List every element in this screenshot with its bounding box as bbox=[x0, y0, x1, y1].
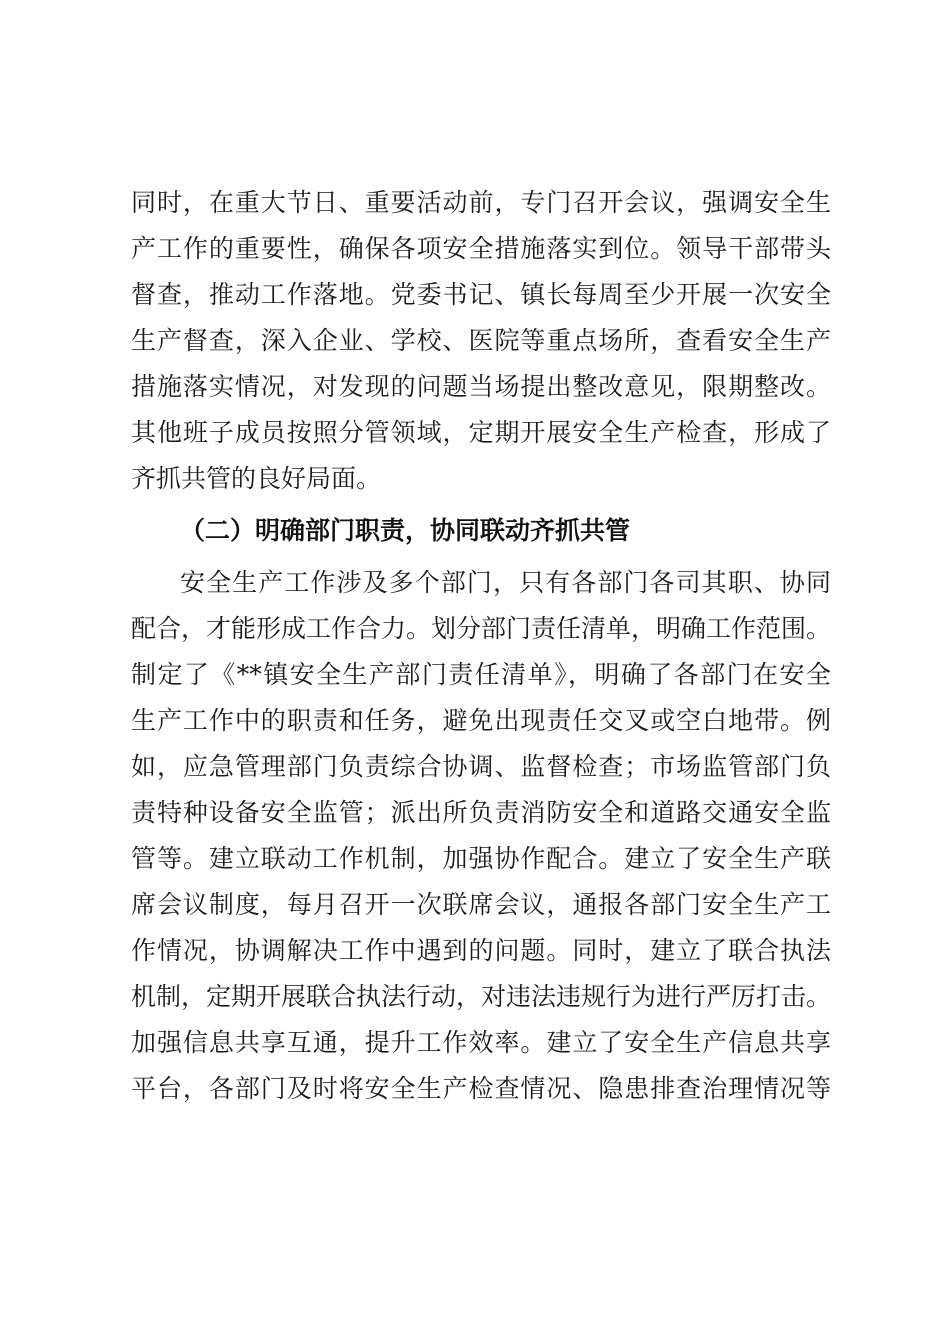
paragraph-line: 配合，才能形成工作合力。划分部门责任清单，明确工作范围。 bbox=[131, 614, 832, 643]
paragraph-line: 加强信息共享互通，提升工作效率。建立了安全生产信息共享 bbox=[131, 1028, 831, 1057]
paragraph-line: 安全生产工作涉及多个部门，只有各部门各司其职、协同 bbox=[180, 568, 831, 597]
paragraph-line: 制定了《**镇安全生产部门责任清单》，明确了各部门在安全 bbox=[131, 660, 831, 689]
paragraph-line: 齐抓共管的良好局面。 bbox=[131, 464, 382, 493]
paragraph-line: 作情况，协调解决工作中遇到的问题。同时，建立了联合执法 bbox=[131, 936, 831, 965]
paragraph-line: 生产督查，深入企业、学校、医院等重点场所，查看安全生产 bbox=[131, 326, 831, 355]
paragraph-line: 如，应急管理部门负责综合协调、监督检查；市场监管部门负 bbox=[131, 752, 831, 781]
paragraph-line: 责特种设备安全监管；派出所负责消防安全和道路交通安全监 bbox=[131, 798, 831, 827]
paragraph-line: 生产工作中的职责和任务，避免出现责任交叉或空白地带。例 bbox=[131, 706, 831, 735]
section-heading: （二）明确部门职责，协同联动齐抓共管 bbox=[180, 516, 631, 545]
paragraph-line: 席会议制度，每月召开一次联席会议，通报各部门安全生产工 bbox=[131, 890, 831, 919]
paragraph-line: 措施落实情况，对发现的问题当场提出整改意见，限期整改。 bbox=[131, 372, 831, 401]
paragraph-line: 机制，定期开展联合执法行动，对违法违规行为进行严厉打击。 bbox=[131, 982, 832, 1011]
paragraph-line: 其他班子成员按照分管领域，定期开展安全生产检查，形成了 bbox=[131, 418, 831, 447]
paragraph-line: 同时，在重大节日、重要活动前，专门召开会议，强调安全生 bbox=[131, 188, 831, 217]
paragraph-line: 平台，各部门及时将安全生产检查情况、隐患排查治理情况等 bbox=[131, 1074, 831, 1103]
paragraph-line: 管等。建立联动工作机制，加强协作配合。建立了安全生产联 bbox=[131, 844, 831, 873]
paragraph-line: 督查，推动工作落地。党委书记、镇长每周至少开展一次安全 bbox=[131, 280, 831, 309]
paragraph-line: 产工作的重要性，确保各项安全措施落实到位。领导干部带头 bbox=[131, 234, 831, 263]
